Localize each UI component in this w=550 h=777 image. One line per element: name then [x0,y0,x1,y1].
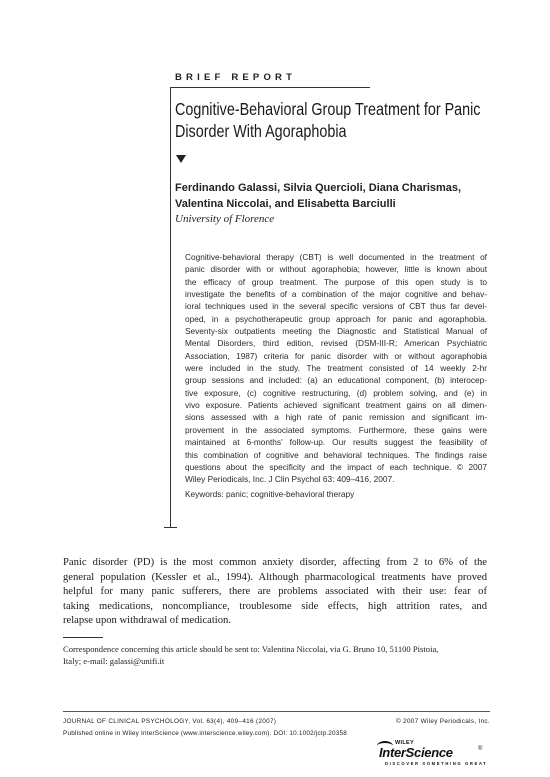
abstract-line: the efficacy of group treatment. The purpose of this open study is to [185,276,487,287]
abstract-line: sions assessed with a high rate of panic remission and significant im- [185,412,487,423]
body-line: Panic disorder (PD) is the most common anxiety disorder, affecting from 2 to 6% of the [63,557,487,568]
abstract-line: Cognitive-behavioral therapy (CBT) is well documented in the treatment of [185,252,487,262]
footnote-line: Italy; e-mail: galassi@unifi.it [63,655,165,666]
logo-small-text: WILEY [395,740,414,746]
abstract-line: vivo exposure. Patients achieved significant treatment gains on all dimen- [185,400,487,411]
copyright-notice: © 2007 Wiley Periodicals, Inc. [396,718,490,725]
abstract-line: panic disorder with or without agoraphobia; however, little is known about [185,264,487,275]
body-line: relapse upon withdrawal of medication. [63,615,231,627]
footnote-rule [63,637,103,638]
abstract-line: oped, in a psychotherapeutic group approach for panic and agoraphobia. [185,313,487,324]
abstract-line: investigate the benefits of a combination of the major cognitive and behav- [185,289,487,300]
abstract-line: maintained at 6-months' follow-up. Our results suggest the feasibility of [185,437,487,448]
logo-brand-text: InterScience [379,745,453,760]
correspondence-footnote [63,644,493,667]
keywords: Keywords: panic; cognitive-behavioral therapy [185,489,355,499]
abstract-line: tive exposure, (c) cognitive restructuring, (d) problem solving, and (e) in [185,387,487,398]
abstract-line: Association, 1987) criteria for panic disorder with or without agoraphobia [185,350,487,361]
body-line: general population (Kessler et al., 1994). Although pharmacological treatments have proved [63,571,487,583]
body-paragraph [63,556,487,629]
abstract-line: Mental Disorders, third edition, revised (DSM-III-R; American Psychiatric [185,338,487,349]
abstract-line: provement in the associated symptoms. Furthermore, these gains were [185,424,487,435]
article-title [175,98,503,142]
affiliation: University of Florence [175,213,275,225]
journal-footer [63,718,490,725]
footer-rule [63,711,490,712]
title-line: Disorder With Agoraphobia [175,121,347,141]
abstract-line: this combination of cognitive and behavioral techniques. The findings raise [185,449,487,460]
abstract-side-rule-foot [164,527,177,528]
abstract-line: Seventy-six outpatients meeting the Diagnostic and Statistical Manual of [185,326,487,337]
journal-citation: JOURNAL OF CLINICAL PSYCHOLOGY, Vol. 63(4), 409–416 (2007) [63,718,277,725]
wiley-interscience-logo [377,740,489,770]
abstract-line: Wiley Periodicals, Inc. J Clin Psychol 63: 409–416, 2007. [185,474,395,485]
author-list [175,180,461,212]
publication-info: Published online in Wiley InterScience (www.interscience.wiley.com). DOI: 10.1002/jclp.20358 [63,730,347,737]
author-line: Valentina Niccolai, and Elisabetta Barciulli [175,198,396,210]
abstract-side-rule [170,87,171,527]
logo-tagline: DISCOVER SOMETHING GREAT [385,761,488,766]
abstract-line: were included in the study. The treatment consisted of 14 weekly 2-hr [185,363,487,374]
body-line: helpful for many panic sufferers, there are problems associated with their use: fear of [63,586,487,598]
body-line: taking medications, noncompliance, troublesome side effects, high attrition rates, and [63,600,487,612]
abstract-line: group sessions and included: (a) an educational component, (b) interocep- [185,375,487,386]
author-line: Ferdinando Galassi, Silvia Quercioli, Diana Charismas, [175,182,462,194]
abstract-line: questions about the specificity and the impact of each technique. © 2007 [185,461,487,472]
title-line: Cognitive-Behavioral Group Treatment for Panic [175,99,481,119]
abstract [185,251,487,486]
abstract-line: ioral techniques used in the several specific versions of CBT thus far devel- [185,301,487,312]
registered-mark-icon: ® [478,746,483,752]
down-triangle-icon [176,155,186,163]
article-type-kicker: BRIEF REPORT [175,72,297,83]
footnote-line: Correspondence concerning this article should be sent to: Valentina Niccolai, via G. Bruno 10, 51100 Pistoia, [63,644,439,654]
header-rule [170,87,370,88]
